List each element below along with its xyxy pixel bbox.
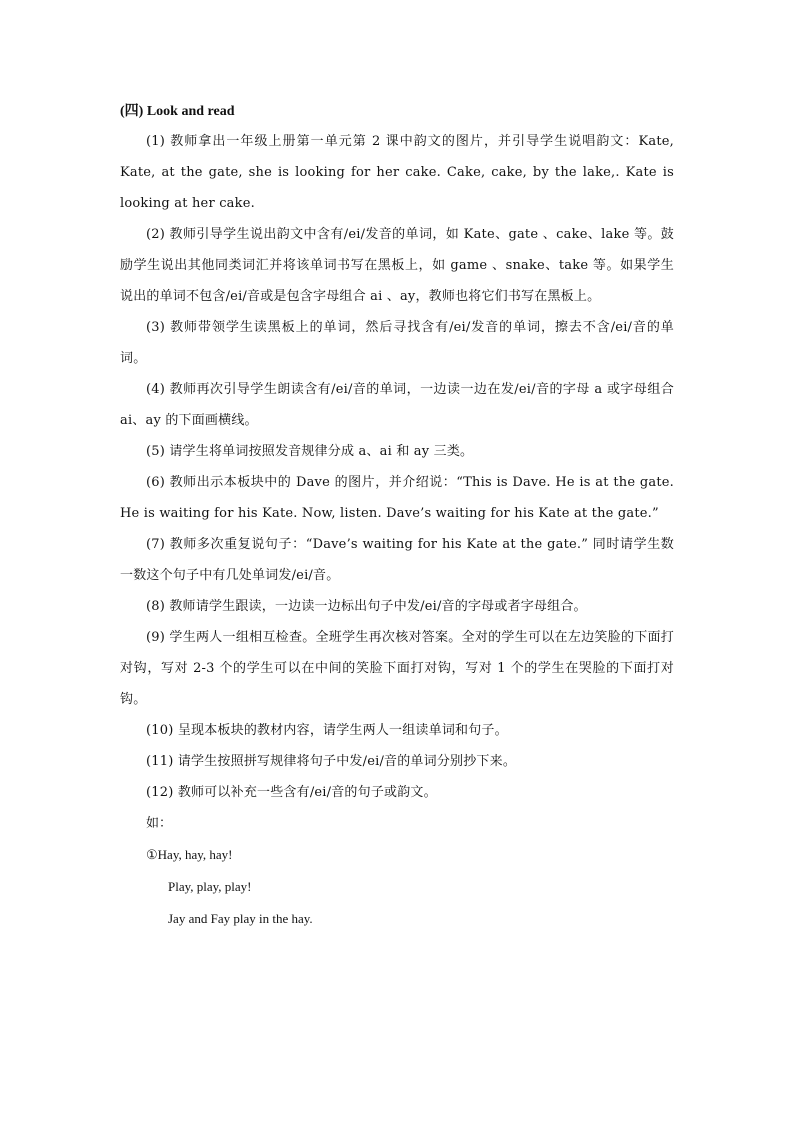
step-2: (2) 教师引导学生说出韵文中含有/ei/发音的单词，如 Kate、gate 、cake、lake 等。鼓励学生说出其他同类词汇并将该单词书写在黑板上，如 game 、snake、take 等。如果学生说出的单词不包含/ei/音或是包含字母组合 ai 、ay，教师也将它们书写在黑板上。 (120, 227, 674, 304)
rhyme-line-3: Jay and Fay play in the hay. (168, 911, 313, 926)
step-4: (4) 教师再次引导学生朗读含有/ei/音的单词，一边读一边在发/ei/音的字母 a 或字母组合 ai、ay 的下面画横线。 (120, 382, 674, 428)
step-8: (8) 教师请学生跟读，一边读一边标出句子中发/ei/音的字母或者字母组合。 (146, 599, 587, 614)
step-10: (10) 呈现本板块的教材内容，请学生两人一组读单词和句子。 (146, 723, 508, 738)
step-12: (12) 教师可以补充一些含有/ei/音的句子或韵文。 (146, 785, 437, 800)
step-6: (6) 教师出示本板块中的 Dave 的图片，并介绍说：“This is Dave. He is at the gate. He is waiting for his Kate. Now, listen. Dave’s waiting for his Kate at the gate.” (120, 475, 674, 521)
step-9: (9) 学生两人一组相互检查。全班学生再次核对答案。全对的学生可以在左边笑脸的下面打对钩，写对 2-3 个的学生可以在中间的笑脸下面打对钩，写对 1 个的学生在哭脸的下面打对钩。 (120, 630, 674, 707)
step-5: (5) 请学生将单词按照发音规律分成 a、ai 和 ay 三类。 (146, 444, 474, 459)
rhyme-line-2: Play, play, play! (168, 879, 252, 894)
step-3: (3) 教师带领学生读黑板上的单词，然后寻找含有/ei/发音的单词，擦去不含/ei/音的单词。 (120, 320, 674, 366)
step-1: (1) 教师拿出一年级上册第一单元第 2 课中韵文的图片，并引导学生说唱韵文：Kate, Kate, at the gate, she is looking for her cake. Cake, cake, by the lake,. Kate is looking at her cake. (120, 134, 674, 211)
step-7: (7) 教师多次重复说句子：“Dave’s waiting for his Kate at the gate.” 同时请学生数一数这个句子中有几处单词发/ei/音。 (120, 537, 674, 583)
step-11: (11) 请学生按照拼写规律将句子中发/ei/音的单词分别抄下来。 (146, 754, 517, 769)
section-heading: (四) Look and read (120, 104, 235, 119)
rhyme-line-1: ①Hay, hay, hay! (146, 847, 233, 862)
document-page (120, 100, 674, 935)
example-intro: 如： (146, 816, 173, 831)
